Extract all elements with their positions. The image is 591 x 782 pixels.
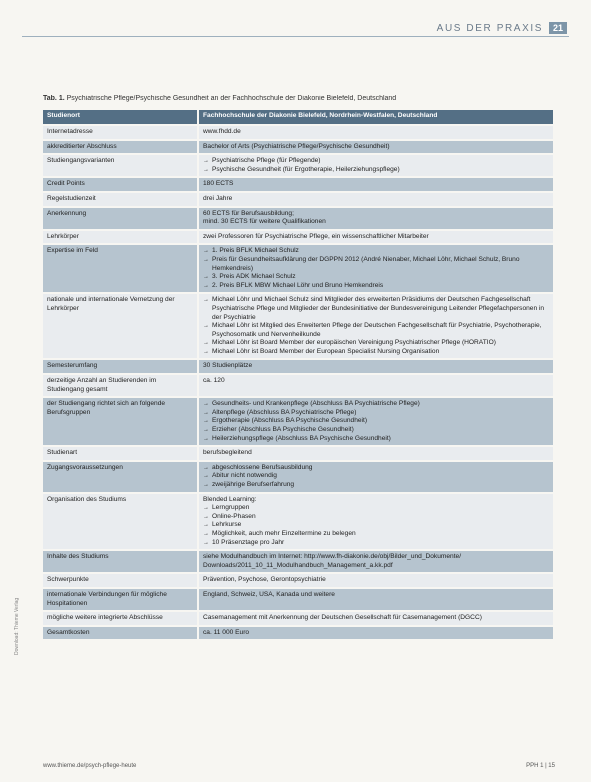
row-value xyxy=(199,126,553,139)
row-value-text: ca. 120 xyxy=(203,377,225,385)
row-label: internationale Verbindungen für mögliche Hospitationen xyxy=(43,589,199,610)
table-row xyxy=(43,155,553,176)
row-label: Regelstudienzeit xyxy=(43,193,199,206)
row-label: Anerkennung xyxy=(43,208,199,229)
row-value xyxy=(199,398,553,445)
bullet-list xyxy=(203,296,549,356)
bullet-item: → Michael Löhr ist Mitglied des Erweiterten Pflege der Deutschen Fachgesellschaft für Psychiatrie, Psychotherapie, Psychosomatik und Nervenheilkunde xyxy=(203,322,549,339)
row-value xyxy=(199,574,553,587)
bullet-list xyxy=(203,464,549,490)
table-row xyxy=(43,193,553,206)
table-row xyxy=(43,612,553,625)
caption-label: Tab. 1 xyxy=(43,95,63,102)
row-value-text: Prävention, Psychose, Gerontopsychiatrie xyxy=(203,576,326,584)
table-row xyxy=(43,494,553,550)
row-label: akkreditierter Abschluss xyxy=(43,141,199,154)
row-value xyxy=(199,360,553,373)
bullet-item: → 10 Präsenztage pro Jahr xyxy=(203,539,549,548)
bullet-item: → Abitur nicht notwendig xyxy=(203,472,549,481)
table-row xyxy=(43,245,553,292)
bullet-item: → Lerngruppen xyxy=(203,504,549,513)
bullet-list xyxy=(203,247,549,290)
row-value-text: drei Jahre xyxy=(203,194,233,202)
table-row xyxy=(43,375,553,396)
bullet-item: → zweijährige Berufserfahrung xyxy=(203,481,549,490)
row-value xyxy=(199,231,553,244)
row-value-text: zwei Professoren für Psychiatrische Pflege, ein wissenschaftlicher Mitarbeiter xyxy=(203,232,429,240)
row-value xyxy=(199,447,553,460)
row-label: nationale und internationale Vernetzung der Lehrkörper xyxy=(43,294,199,358)
bullet-item: → Preis für Gesundheitsaufklärung der DGPPN 2012 (André Nienaber, Michael Löhr, Michael Schulz, Bruno Hemkendreis) xyxy=(203,256,549,273)
row-label: derzeitige Anzahl an Studierenden im Studiengang gesamt xyxy=(43,375,199,396)
table-row xyxy=(43,447,553,460)
row-value-text: Casemanagement mit Anerkennung der Deutschen Gesellschaft für Casemanagement (DGCC) xyxy=(203,614,482,622)
row-label: mögliche weitere integrierte Abschlüsse xyxy=(43,612,199,625)
row-label: Gesamtkosten xyxy=(43,627,199,640)
row-value xyxy=(199,208,553,229)
table-row xyxy=(43,398,553,445)
bullet-item: → abgeschlossene Berufsausbildung xyxy=(203,464,549,473)
row-value-text: berufsbegleitend xyxy=(203,449,252,457)
row-value xyxy=(199,245,553,292)
row-label: Inhalte des Studiums xyxy=(43,551,199,572)
table-row xyxy=(43,462,553,492)
row-label: Credit Points xyxy=(43,178,199,191)
row-value-line: Downloads/2011_10_11_Modulhandbuch_Management_a.kk.pdf xyxy=(203,561,393,569)
row-label: Studiengangsvarianten xyxy=(43,155,199,176)
bullet-item: → Michael Löhr ist Board Member der European Specialist Nursing Organisation xyxy=(203,348,549,357)
row-value xyxy=(199,155,553,176)
table-row xyxy=(43,294,553,358)
bullet-item: → Online-Phasen xyxy=(203,513,549,522)
bullet-item: → 3. Preis ADK Michael Schulz xyxy=(203,273,549,282)
program-table xyxy=(43,108,553,641)
row-label: Organisation des Studiums xyxy=(43,494,199,550)
bullet-item: → Michael Löhr und Michael Schulz sind Mitglieder des erweiterten Präsidiums der Deutschen Fachgesellschaft Psychiatrische Pflege und Mitglieder der Bundesinitiative der Bundesvereinigung Leitender Pflegefachpersonen in der Psychiatrie xyxy=(203,296,549,322)
bullet-item: → Ergotherapie (Abschluss BA Psychische Gesundheit) xyxy=(203,417,549,426)
bullet-item: → 1. Preis BFLK Michael Schulz xyxy=(203,247,549,256)
bullet-item: → Heilerziehungspflege (Abschluss BA Psychische Gesundheit) xyxy=(203,435,549,444)
header-cell-label: Studienort xyxy=(43,110,199,124)
bullet-item: → Gesundheits- und Krankenpflege (Abschluss BA Psychiatrische Pflege) xyxy=(203,400,549,409)
row-value xyxy=(199,494,553,550)
row-value xyxy=(199,627,553,640)
row-value xyxy=(199,551,553,572)
table-row xyxy=(43,551,553,572)
header-rule xyxy=(22,36,569,37)
table-row xyxy=(43,574,553,587)
table-caption: Tab. 1. Psychiatrische Pflege/Psychische Gesundheit an der Fachhochschule der Diakonie Bielefeld, Deutschland xyxy=(43,95,397,102)
row-value xyxy=(199,589,553,610)
row-value xyxy=(199,193,553,206)
row-value-line: siehe Modulhandbuch im Internet: http://www.fh-diakonie.de/obj/Bilder_und_Dokumente/ xyxy=(203,553,462,561)
row-label: Semesterumfang xyxy=(43,360,199,373)
row-value-line: mind. 30 ECTS für weitere Qualifikationen xyxy=(203,218,326,226)
table-header-row xyxy=(43,110,553,124)
row-value-text: England, Schweiz, USA, Kanada und weitere xyxy=(203,590,335,598)
row-value-text: Blended Learning: xyxy=(203,495,257,503)
bullet-item: → 2. Preis BFLK MBW Michael Löhr und Bruno Hemkendreis xyxy=(203,282,549,291)
bullet-item: → Erzieher (Abschluss BA Psychische Gesundheit) xyxy=(203,426,549,435)
row-label: Internetadresse xyxy=(43,126,199,139)
table-row xyxy=(43,141,553,154)
footer-issue: PPH 1 | 15 xyxy=(526,763,555,769)
row-value xyxy=(199,375,553,396)
row-label: Lehrkörper xyxy=(43,231,199,244)
table-row xyxy=(43,589,553,610)
bullet-list xyxy=(203,400,549,443)
row-value xyxy=(199,462,553,492)
row-value-line: 60 ECTS für Berufsausbildung; xyxy=(203,209,294,217)
row-value xyxy=(199,294,553,358)
row-value-text: ca. 11 000 Euro xyxy=(203,628,250,636)
table-row xyxy=(43,360,553,373)
row-value-text: 180 ECTS xyxy=(203,180,234,188)
row-value xyxy=(199,612,553,625)
bullet-item: → Psychiatrische Pflege (für Pflegende) xyxy=(203,157,549,166)
bullet-item: → Altenpflege (Abschluss BA Psychiatrische Pflege) xyxy=(203,409,549,418)
page-number: 21 xyxy=(549,22,567,34)
row-value-text: 30 Studienplätze xyxy=(203,362,253,370)
bullet-item: → Lehrkurse xyxy=(203,521,549,530)
table-row xyxy=(43,178,553,191)
row-value xyxy=(199,178,553,191)
footer-url: www.thieme.de/psych-pflege-heute xyxy=(43,763,137,769)
running-header xyxy=(437,22,567,34)
caption-text: Psychiatrische Pflege/Psychische Gesundheit an der Fachhochschule der Diakonie Bielefeld, Deutschland xyxy=(66,95,397,102)
row-label: Studienart xyxy=(43,447,199,460)
row-value xyxy=(199,141,553,154)
row-label: Schwerpunkte xyxy=(43,574,199,587)
row-value-text: www.fhdd.de xyxy=(203,128,241,135)
row-label: Expertise im Feld xyxy=(43,245,199,292)
bullet-list xyxy=(203,504,549,547)
side-note: Download: Thieme Verlag xyxy=(14,597,20,655)
table-row xyxy=(43,126,553,139)
section-title: AUS DER PRAXIS xyxy=(436,22,543,34)
row-label: Zugangsvoraussetzungen xyxy=(43,462,199,492)
bullet-list xyxy=(203,157,549,174)
bullet-item: → Möglichkeit, auch mehr Einzeltermine zu belegen xyxy=(203,530,549,539)
table-row xyxy=(43,231,553,244)
header-cell-value: Fachhochschule der Diakonie Bielefeld, Nordrhein-Westfalen, Deutschland xyxy=(199,110,553,124)
bullet-item: → Michael Löhr ist Board Member der europäischen Vereinigung Psychiatrischer Pflege (HORATIO) xyxy=(203,339,549,348)
row-label: der Studiengang richtet sich an folgende Berufsgruppen xyxy=(43,398,199,445)
bullet-item: → Psychische Gesundheit (für Ergotherapie, Heilerziehungspflege) xyxy=(203,166,549,175)
table-row xyxy=(43,208,553,229)
table-row xyxy=(43,627,553,640)
row-value-text: Bachelor of Arts (Psychiatrische Pflege/Psychische Gesundheit) xyxy=(203,142,390,150)
